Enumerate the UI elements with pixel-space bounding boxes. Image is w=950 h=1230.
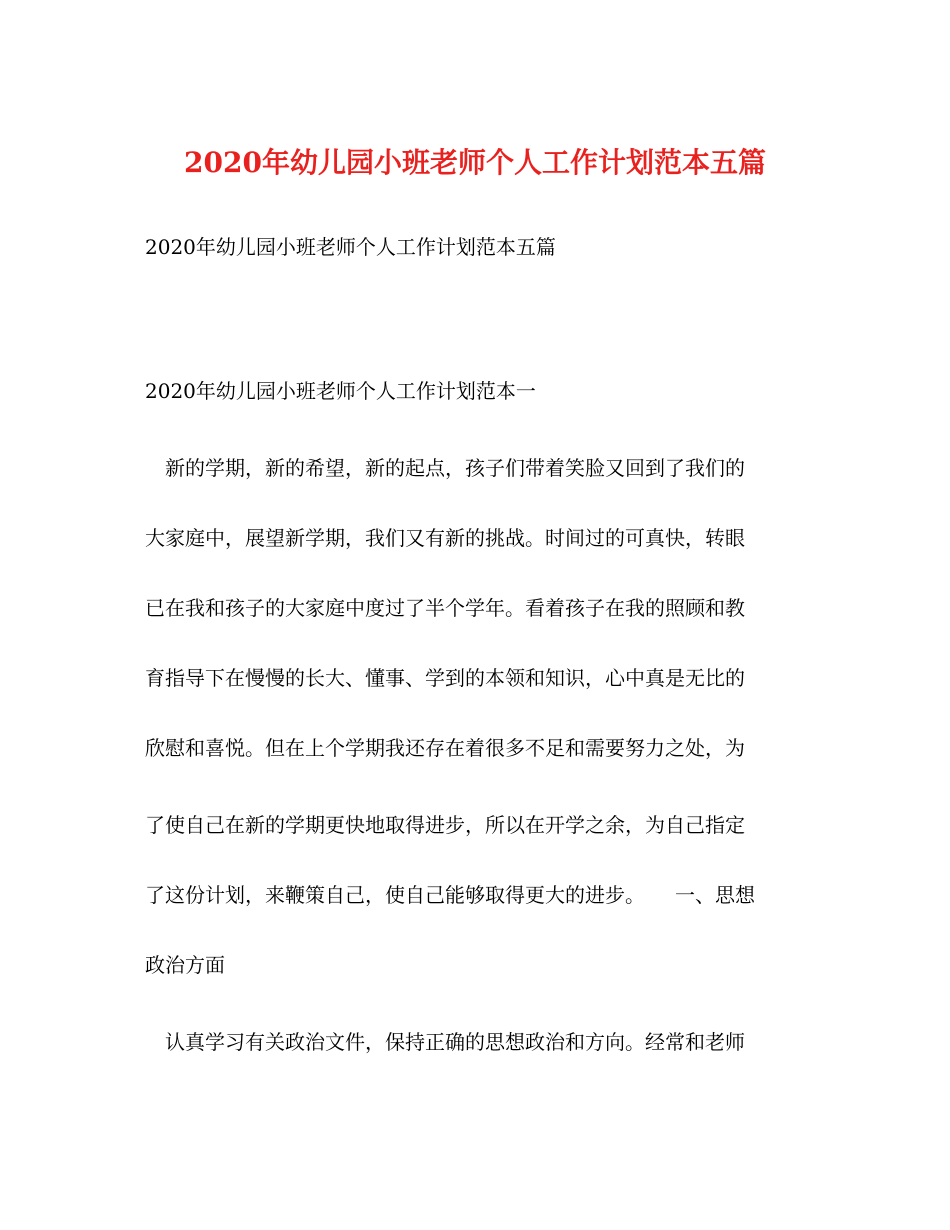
body-line: 了这份计划，来鞭策自己，使自己能够取得更大的进步。 一、思想 <box>145 883 755 907</box>
document-subtitle: 2020年幼儿园小班老师个人工作计划范本五篇 <box>145 235 556 259</box>
body-line: 了使自己在新的学期更快地取得进步，所以在开学之余，为自己指定 <box>145 813 745 837</box>
body-line: 育指导下在慢慢的长大、懂事、学到的本领和知识，心中真是无比的 <box>145 666 745 690</box>
body-line: 欣慰和喜悦。但在上个学期我还存在着很多不足和需要努力之处，为 <box>145 736 745 760</box>
body-line: 大家庭中，展望新学期，我们又有新的挑战。时间过的可真快，转眼 <box>145 526 745 550</box>
section-heading: 2020年幼儿园小班老师个人工作计划范本一 <box>145 379 536 403</box>
body-line: 认真学习有关政治文件，保持正确的思想政治和方向。经常和老师 <box>145 1030 745 1054</box>
body-line: 已在我和孩子的大家庭中度过了半个学年。看着孩子在我的照顾和教 <box>145 596 745 620</box>
body-line: 新的学期，新的希望，新的起点，孩子们带着笑脸又回到了我们的 <box>145 456 745 480</box>
body-line: 政治方面 <box>145 953 225 977</box>
document-title: 2020年幼儿园小班老师个人工作计划范本五篇 <box>184 146 766 179</box>
